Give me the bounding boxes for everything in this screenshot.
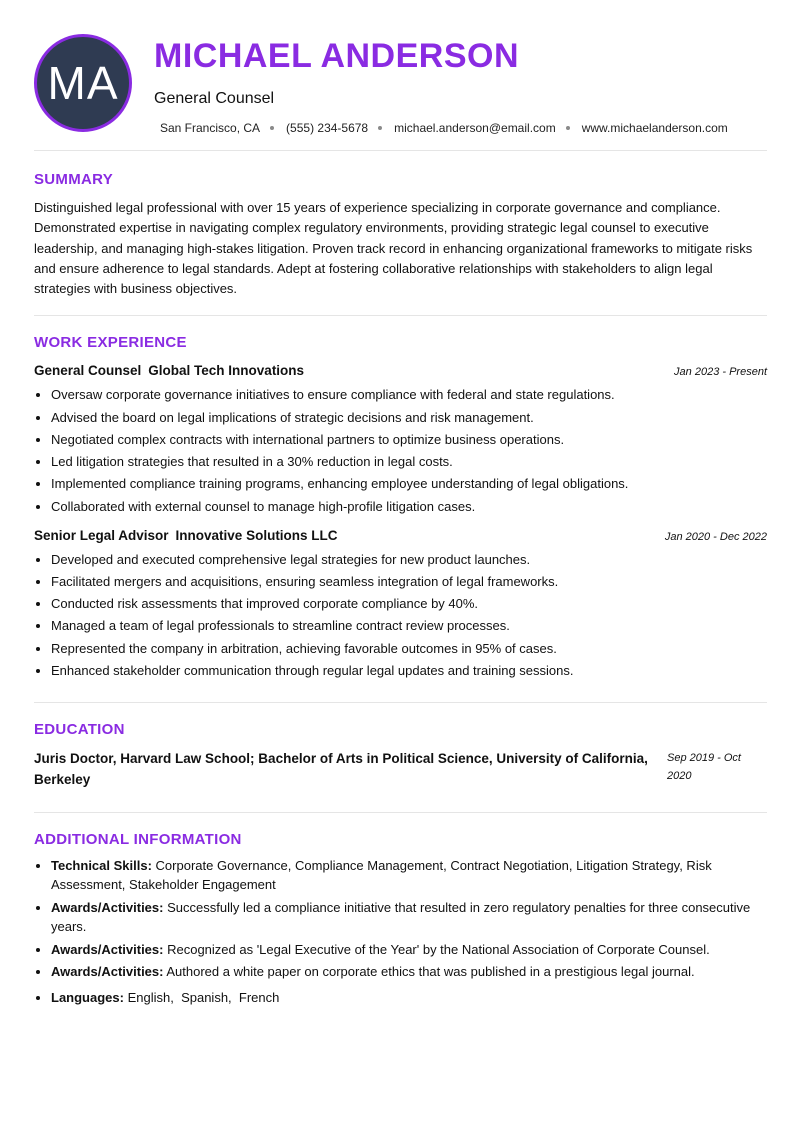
list-item: • Enhanced stakeholder communication through regular legal updates and training sessions. [51, 660, 767, 682]
contact-phone: (555) 234-5678 [286, 121, 369, 135]
job-entry [34, 363, 767, 517]
resume-header [34, 0, 767, 151]
list-item [51, 962, 767, 982]
job-dates: Jan 2020 - Dec 2022 [664, 530, 767, 543]
avatar-initials: MA [47, 57, 119, 109]
contact-email[interactable]: michael.anderson@email.com [394, 121, 556, 135]
info-text: Corporate Governance, Compliance Management, Contract Negotiation, Litigation Strategy, Risk Assessment, Stakeholder Engagement [51, 857, 712, 893]
info-text: Successfully led a compliance initiative that resulted in zero regulatory penalties for three consecutive years. [51, 899, 751, 935]
job-header [34, 363, 767, 378]
list-item: • Developed and executed comprehensive legal strategies for new product launches. [51, 549, 767, 571]
list-item: • Implemented compliance training programs, enhancing employee understanding of legal obligations. [51, 473, 767, 495]
job-role-line [34, 363, 304, 378]
list-item [51, 898, 767, 937]
candidate-name: MICHAEL ANDERSON [154, 37, 520, 75]
list-item: • Collaborated with external counsel to manage high-profile litigation cases. [51, 496, 767, 518]
work-experience-heading: WORK EXPERIENCE [34, 334, 187, 352]
work-experience-section [34, 316, 767, 702]
summary-section [34, 151, 767, 316]
additional-info-list [34, 856, 767, 1008]
list-item: • Oversaw corporate governance initiatives to ensure compliance with federal and state regulations. [51, 384, 767, 406]
job-company: Global Tech Innovations [148, 363, 305, 379]
list-item: • Conducted risk assessments that improved corporate compliance by 40%. [51, 593, 767, 615]
contact-website[interactable]: www.michaelanderson.com [581, 121, 728, 135]
job-role: General Counsel [34, 363, 142, 379]
job-role-line [34, 528, 338, 543]
job-company: Innovative Solutions LLC [175, 527, 338, 543]
job-bullets [34, 549, 767, 682]
info-text: English, Spanish, French [127, 989, 280, 1005]
education-heading: EDUCATION [34, 720, 125, 738]
list-item: • Managed a team of legal professionals to streamline contract review processes. [51, 615, 767, 637]
job-dates: Jan 2023 - Present [674, 366, 767, 379]
list-item: • Led litigation strategies that resulted in a 30% reduction in legal costs. [51, 451, 767, 473]
info-label: Languages: [51, 989, 124, 1005]
info-label: Awards/Activities: [51, 964, 164, 980]
info-text: Recognized as 'Legal Executive of the Year' by the National Association of Corporate Counsel. [167, 941, 710, 957]
summary-text: Distinguished legal professional with over 15 years of experience specializing in corporate governance and compliance. Demonstrated expertise in navigating complex regulatory environments, providing strategic legal counsel to executive leadership, and managing high-stakes litigation. Proven track record in enhancing organizational frameworks to mitigate risks and ensure adherence to legal standards. Adept at fostering collaborative relationships with stakeholders to align legal strategies with business objectives. [34, 200, 753, 297]
contact-location: San Francisco, CA [160, 121, 261, 135]
list-item [51, 988, 767, 1008]
education-dates: Sep 2019 - Oct 2020 [667, 751, 741, 782]
info-label: Technical Skills: [51, 857, 152, 873]
job-header [34, 528, 767, 543]
job-entry [34, 528, 767, 682]
list-item: • Negotiated complex contracts with international partners to optimize business operations. [51, 429, 767, 451]
list-item: • Advised the board on legal implications of strategic decisions and risk management. [51, 407, 767, 429]
education-degree: Juris Doctor, Harvard Law School; Bachelor of Arts in Political Science, University of California, Berkeley [34, 750, 648, 787]
info-label: Awards/Activities: [51, 899, 164, 915]
separator-dot [270, 126, 274, 130]
additional-information-heading: ADDITIONAL INFORMATION [34, 830, 242, 848]
education-entry [34, 748, 767, 790]
job-title: General Counsel [154, 90, 275, 107]
list-item [51, 940, 767, 960]
additional-information-section [34, 813, 767, 1008]
avatar [34, 34, 132, 132]
separator-dot [566, 126, 570, 130]
contact-line [160, 121, 728, 135]
separator-dot [378, 126, 382, 130]
list-item: • Facilitated mergers and acquisitions, ensuring seamless integration of legal frameworks. [51, 571, 767, 593]
info-label: Awards/Activities: [51, 941, 164, 957]
job-bullets [34, 384, 767, 517]
education-section [34, 703, 767, 813]
info-text: Authored a white paper on corporate ethics that was published in a prestigious legal journal. [166, 964, 695, 980]
job-role: Senior Legal Advisor [34, 527, 169, 543]
summary-heading: SUMMARY [34, 171, 114, 188]
list-item [51, 856, 767, 895]
list-item: • Represented the company in arbitration, achieving favorable outcomes in 95% of cases. [51, 638, 767, 660]
